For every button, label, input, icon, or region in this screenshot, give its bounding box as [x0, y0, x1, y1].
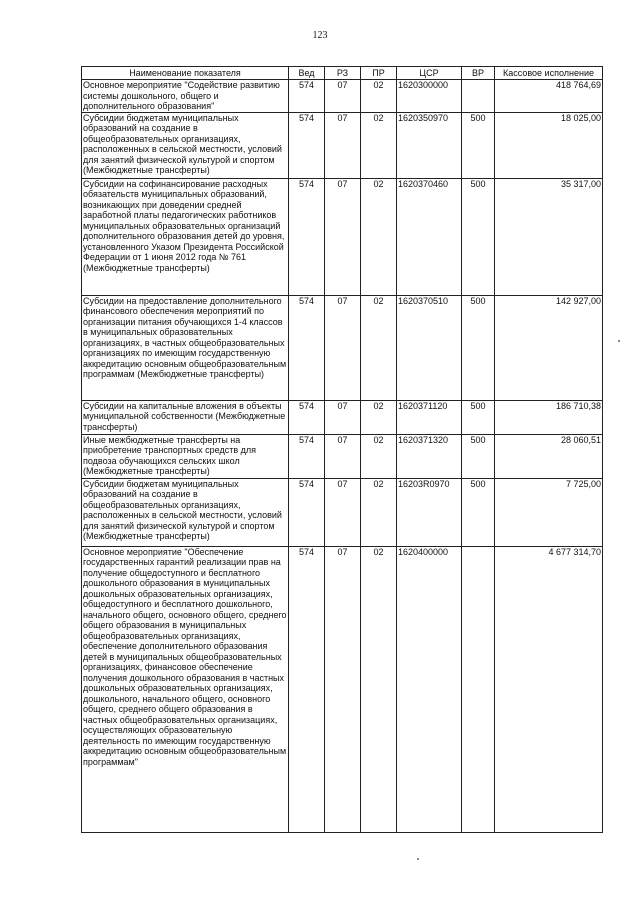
- table-row: [82, 434, 603, 478]
- cell-csr: 1620300000: [397, 80, 462, 113]
- budget-execution-table: [81, 66, 603, 833]
- table-row: [82, 400, 603, 434]
- cell-ved: 574: [289, 400, 325, 434]
- cell-vr: 500: [462, 400, 495, 434]
- header-pr: ПР: [361, 67, 397, 80]
- table-row: [82, 546, 603, 832]
- cell-cash-execution: 142 927,00: [495, 295, 603, 400]
- cell-pr: 02: [361, 400, 397, 434]
- cell-rz: 07: [325, 80, 361, 113]
- cell-indicator-name: Субсидии бюджетам муниципальных образований на создание в общеобразовательных организациях, расположенных в сельской местности, условий для занятий физической культурой и спортом (Межбюджетные трансферты): [82, 478, 289, 546]
- cell-ved: 574: [289, 80, 325, 113]
- cell-vr: 500: [462, 178, 495, 295]
- cell-cash-execution: 4 677 314,70: [495, 546, 603, 832]
- cell-indicator-name: Субсидии бюджетам муниципальных образований на создание в общеобразовательных организациях, расположенных в сельской местности, условий для занятий физической культурой и спортом (Межбюджетные трансферты): [82, 112, 289, 178]
- cell-vr: 500: [462, 434, 495, 478]
- cell-cash-execution: 186 710,38: [495, 400, 603, 434]
- cell-pr: 02: [361, 80, 397, 113]
- cell-vr: 500: [462, 295, 495, 400]
- cell-csr: 1620371320: [397, 434, 462, 478]
- cell-vr: 500: [462, 478, 495, 546]
- cell-pr: 02: [361, 112, 397, 178]
- cell-vr: [462, 546, 495, 832]
- cell-cash-execution: 35 317,00: [495, 178, 603, 295]
- cell-cash-execution: 18 025,00: [495, 112, 603, 178]
- header-cash-execution: Кассовое исполнение: [495, 67, 603, 80]
- cell-csr: 1620400000: [397, 546, 462, 832]
- table-row: [82, 178, 603, 295]
- cell-pr: 02: [361, 295, 397, 400]
- table-row: [82, 112, 603, 178]
- cell-vr: 500: [462, 112, 495, 178]
- cell-pr: 02: [361, 178, 397, 295]
- cell-indicator-name: Иные межбюджетные трансферты на приобретение транспортных средств для подвоза обучающихся сельских школ (Межбюджетные трансферты): [82, 434, 289, 478]
- cell-vr: [462, 80, 495, 113]
- cell-indicator-name: Основное мероприятие "Содействие развитию системы дошкольного, общего и дополнительного образования": [82, 80, 289, 113]
- cell-cash-execution: 7 725,00: [495, 478, 603, 546]
- cell-cash-execution: 418 764,69: [495, 80, 603, 113]
- table-row: [82, 295, 603, 400]
- cell-indicator-name: Субсидии на софинансирование расходных обязательств муниципальных образований, возникающих при доведении средней заработной платы педагогических работников муниципальных образовательных организаций дополнительного образования детей до уровня, установленного Указом Президента Российской Федерации от 1 июня 2012 года № 761 (Межбюджетные трансферты): [82, 178, 289, 295]
- cell-cash-execution: 28 060,51: [495, 434, 603, 478]
- table-header-row: [82, 67, 603, 80]
- scan-speck: [417, 858, 419, 860]
- cell-csr: 16203R0970: [397, 478, 462, 546]
- page-number: 123: [312, 30, 328, 41]
- cell-ved: 574: [289, 178, 325, 295]
- header-vr: ВР: [462, 67, 495, 80]
- cell-ved: 574: [289, 546, 325, 832]
- cell-indicator-name: Субсидии на предоставление дополнительного финансового обеспечения мероприятий по организации питания обучающихся 1-4 классов в муниципальных образовательных организациях, в частных общеобразовательных организациях по имеющим государственную аккредитацию основным общеобразовательным программам (Межбюджетные трансферты): [82, 295, 289, 400]
- cell-rz: 07: [325, 295, 361, 400]
- cell-pr: 02: [361, 478, 397, 546]
- cell-ved: 574: [289, 478, 325, 546]
- cell-rz: 07: [325, 178, 361, 295]
- cell-pr: 02: [361, 434, 397, 478]
- cell-rz: 07: [325, 112, 361, 178]
- cell-csr: 1620371120: [397, 400, 462, 434]
- cell-indicator-name: Субсидии на капитальные вложения в объекты муниципальной собственности (Межбюджетные трансферты): [82, 400, 289, 434]
- cell-csr: 1620370510: [397, 295, 462, 400]
- cell-ved: 574: [289, 112, 325, 178]
- cell-ved: 574: [289, 295, 325, 400]
- cell-ved: 574: [289, 434, 325, 478]
- cell-rz: 07: [325, 478, 361, 546]
- header-rz: РЗ: [325, 67, 361, 80]
- header-ved: Вед: [289, 67, 325, 80]
- cell-rz: 07: [325, 400, 361, 434]
- table-row: [82, 478, 603, 546]
- table-row: [82, 80, 603, 113]
- cell-csr: 1620370460: [397, 178, 462, 295]
- scan-speck: [618, 340, 620, 342]
- header-csr: ЦСР: [397, 67, 462, 80]
- cell-rz: 07: [325, 546, 361, 832]
- header-indicator-name: Наименование показателя: [82, 67, 289, 80]
- cell-pr: 02: [361, 546, 397, 832]
- cell-indicator-name: Основное мероприятие "Обеспечение государственных гарантий реализации прав на получение общедоступного и бесплатного дошкольного образования в муниципальных дошкольных образовательных организациях, общедоступного и бесплатного дошкольного, начального общего, основного общего, среднего общего образования в муниципальных общеобразовательных организациях, обеспечение дополнительного образования детей в муниципальных общеобразовательных организациях, финансовое обеспечение получения дошкольного образования в частных дошкольных образовательных организациях, дошкольного, начального общего, основного общего, среднего общего образования в частных общеобразовательных организациях, осуществляющих образовательную деятельность по имеющим государственную аккредитацию основным общеобразовательным программам": [82, 546, 289, 832]
- cell-rz: 07: [325, 434, 361, 478]
- cell-csr: 1620350970: [397, 112, 462, 178]
